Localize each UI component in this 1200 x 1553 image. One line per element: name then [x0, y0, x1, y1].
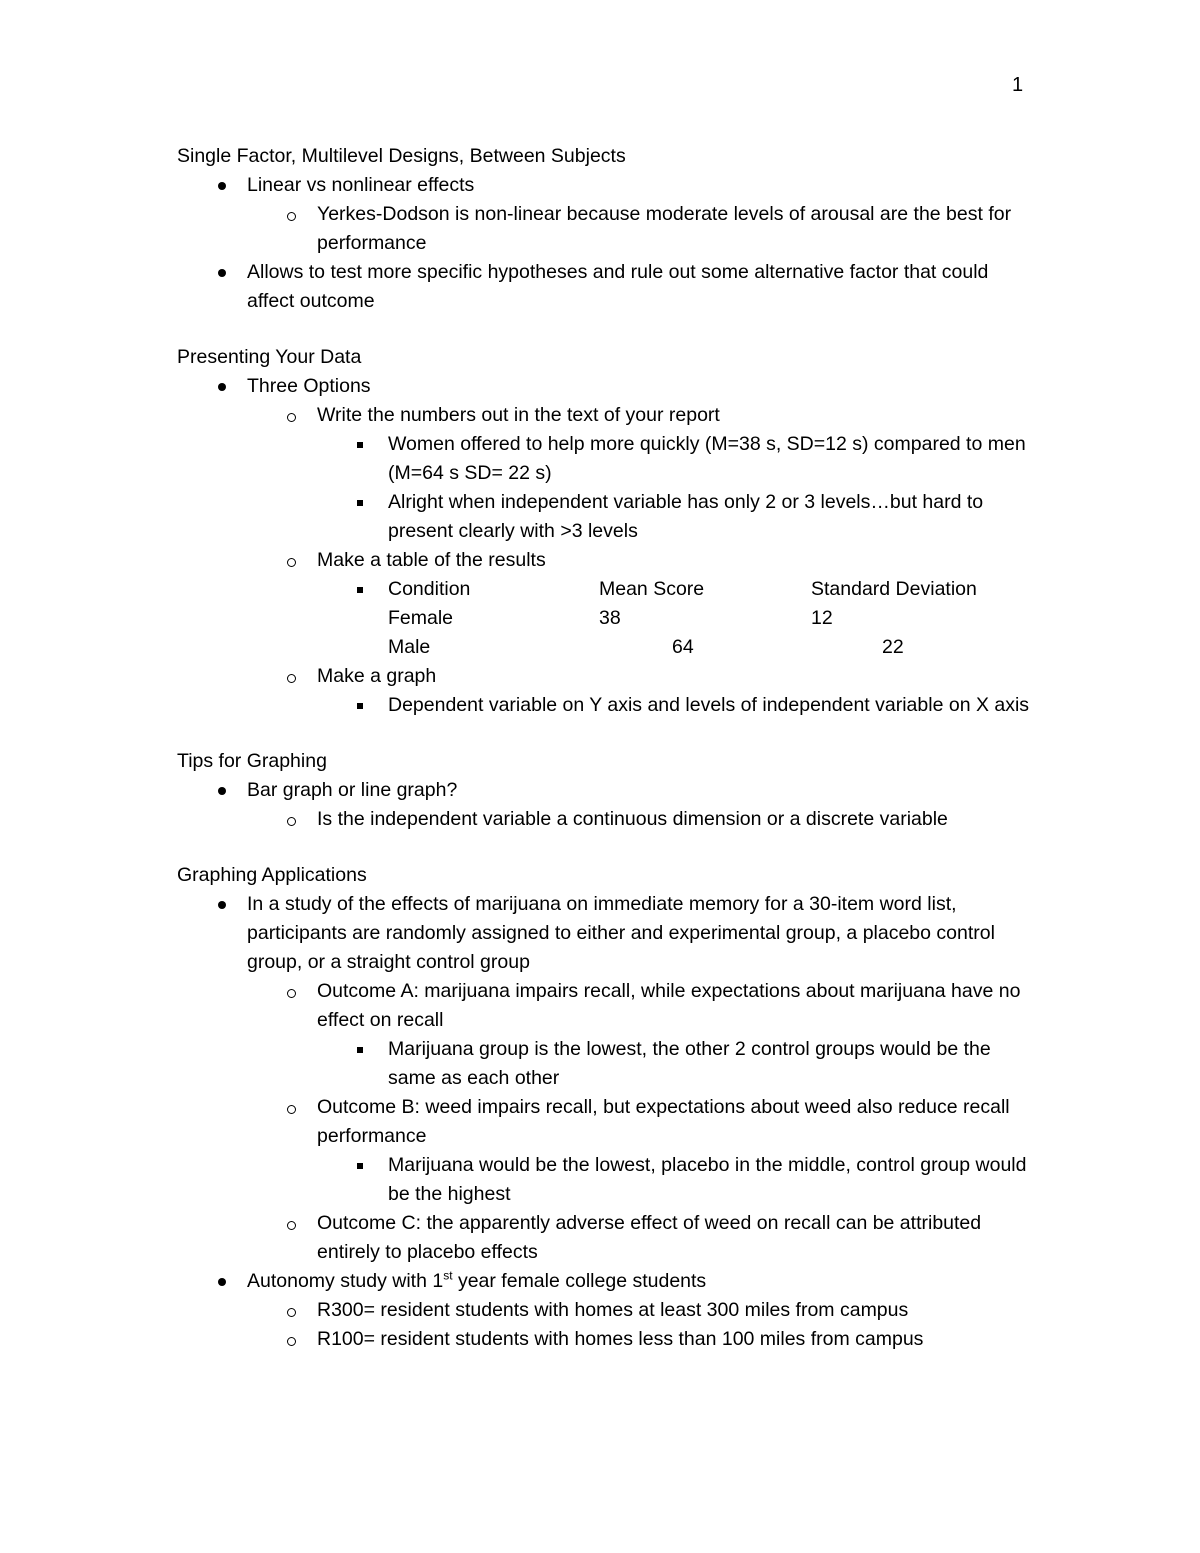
list-item: Bar graph or line graph? Is the independent variable a continuous dimension or a discrete variable — [177, 776, 1037, 834]
list-item: Three Options Write the numbers out in the text of your report Women offered to help more quickly (M=38 s, SD=12 s) compared to men (M=64 s SD= 22 s) Alright when independent variable has only 2 or 3 levels…but hard to present clearly with >3 levels Make a table of the results Condition Mean Score Standard Deviation Female 38 12 Male 64 22 Make a graph Dependent variable on Y axis and levels of independent variable on X axis — [177, 372, 1037, 720]
table-header: Condition — [388, 578, 471, 600]
section-tips-graphing — [177, 747, 1037, 834]
table-header: Mean Score — [599, 578, 705, 600]
list-item: In a study of the effects of marijuana on immediate memory for a 30-item word list, participants are randomly assigned to either and experimental group, a placebo control group, or a straight control group Outcome A: marijuana impairs recall, while expectations about marijuana have no effect on recall Marijuana group is the lowest, the other 2 control groups would be the same as each other Outcome B: weed impairs recall, but expectations about weed also reduce recall performance Marijuana would be the lowest, placebo in the middle, control group would be the highest Outcome C: the apparently adverse effect of weed on recall can be attributed entirely to placebo effects — [177, 890, 1037, 1267]
list-item: R300= resident students with homes at least 300 miles from campus — [317, 1299, 909, 1321]
list-item: Yerkes-Dodson is non-linear because moderate levels of arousal are the best for performance — [317, 203, 1012, 254]
section-heading: Presenting Your Data — [177, 346, 362, 368]
section-graphing-applications — [177, 861, 1037, 1354]
list-item: Dependent variable on Y axis and levels of independent variable on X axis — [388, 694, 1030, 716]
results-table — [317, 575, 1037, 662]
table-cell: 12 — [811, 607, 833, 629]
list-item: Make a table of the results Condition Mean Score Standard Deviation Female 38 12 Male 64 22 — [247, 546, 1037, 662]
table-cell: 22 — [882, 636, 904, 658]
list-item: R100= resident students with homes less than 100 miles from campus — [317, 1328, 924, 1350]
list-item: Allows to test more specific hypotheses and rule out some alternative factor that could affect outcome — [247, 261, 989, 312]
table-cell: Female — [388, 607, 454, 629]
table-cell: 38 — [599, 607, 621, 629]
list-item: Marijuana would be the lowest, placebo in the middle, control group would be the highest — [388, 1154, 1027, 1205]
section-heading: Graphing Applications — [177, 864, 367, 886]
document-body — [177, 142, 1037, 1381]
list-item: Is the independent variable a continuous dimension or a discrete variable — [317, 808, 948, 830]
list-item: Autonomy study with 1st year female college students R300= resident students with homes at least 300 miles from campus R100= resident students with homes less than 100 miles from campus — [177, 1267, 1037, 1354]
section-heading: Single Factor, Multilevel Designs, Between Subjects — [177, 145, 626, 167]
section-single-factor — [177, 142, 1037, 316]
table — [388, 575, 1037, 662]
list-item: Write the numbers out in the text of your report Women offered to help more quickly (M=38 s, SD=12 s) compared to men (M=64 s SD= 22 s) Alright when independent variable has only 2 or 3 levels…but hard to present clearly with >3 levels — [247, 401, 1037, 546]
list-item: Outcome A: marijuana impairs recall, while expectations about marijuana have no effect on recall Marijuana group is the lowest, the other 2 control groups would be the same as each other — [247, 977, 1037, 1093]
section-heading: Tips for Graphing — [177, 750, 327, 772]
list-item: Outcome C: the apparently adverse effect of weed on recall can be attributed entirely to placebo effects — [317, 1212, 982, 1263]
list-item: Marijuana group is the lowest, the other 2 control groups would be the same as each other — [388, 1038, 991, 1089]
list-item: Women offered to help more quickly (M=38 s, SD=12 s) compared to men (M=64 s SD= 22 s) — [388, 433, 1026, 484]
page-number: 1 — [1012, 74, 1024, 96]
bullet-list — [177, 171, 1037, 316]
list-item: Linear vs nonlinear effects Yerkes-Dodson is non-linear because moderate levels of arousal are the best for performance — [177, 171, 1037, 258]
table-header: Standard Deviation — [811, 578, 977, 600]
table-cell: 64 — [672, 636, 694, 658]
list-item: Make a graph Dependent variable on Y axis and levels of independent variable on X axis — [247, 662, 1037, 720]
list-item: Outcome B: weed impairs recall, but expectations about weed also reduce recall performance Marijuana would be the lowest, placebo in the middle, control group would be the highest — [247, 1093, 1037, 1209]
section-presenting-data — [177, 343, 1037, 720]
list-item: Alright when independent variable has only 2 or 3 levels…but hard to present clearly with >3 levels — [388, 491, 984, 542]
table-cell: Male — [388, 636, 431, 658]
